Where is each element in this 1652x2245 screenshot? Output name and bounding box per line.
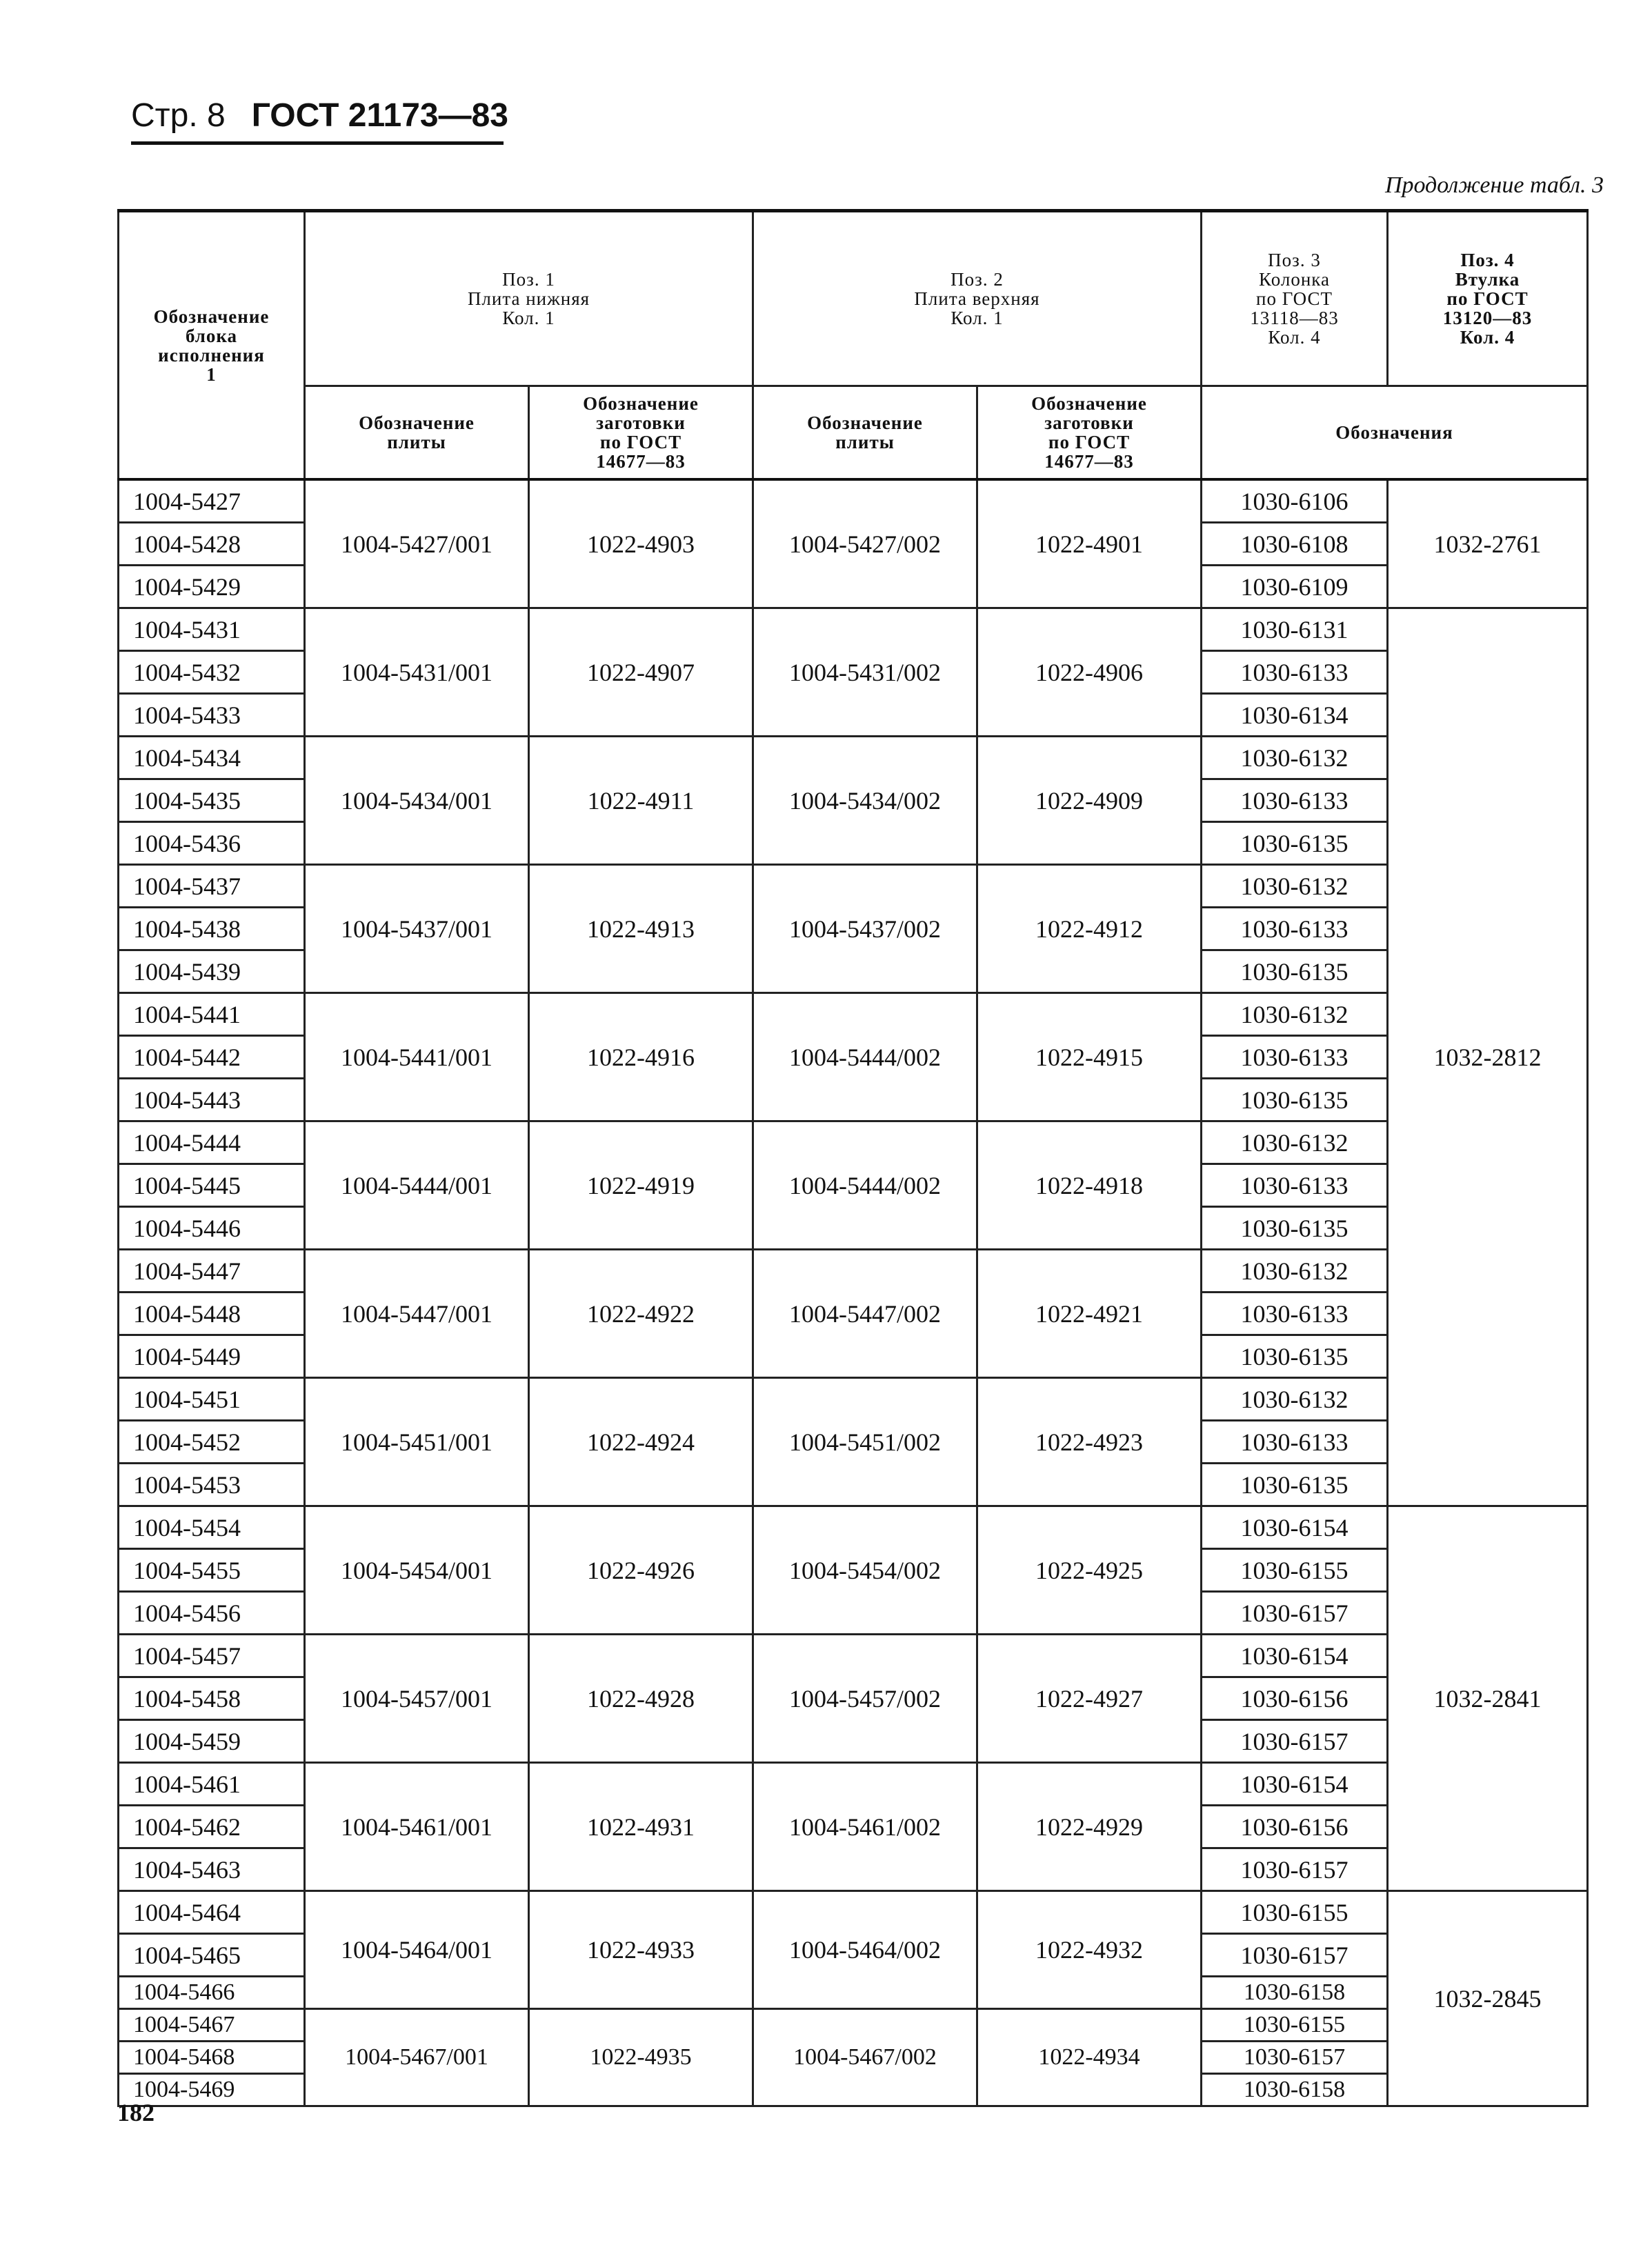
pos3-column: 1030-6132 bbox=[1202, 1250, 1388, 1293]
pos4-bushing: 1032-2761 bbox=[1388, 479, 1588, 608]
pos2-plate: 1004-5451/002 bbox=[753, 1378, 977, 1506]
pos2-blank: 1022-4901 bbox=[977, 479, 1202, 608]
pos3-column: 1030-6135 bbox=[1202, 1079, 1388, 1121]
pos2-plate: 1004-5444/002 bbox=[753, 993, 977, 1121]
block-designation: 1004-5431 bbox=[119, 608, 305, 651]
standard-code: ГОСТ 21173—83 bbox=[251, 97, 508, 134]
pos1-blank: 1022-4911 bbox=[529, 737, 753, 865]
pos1-plate: 1004-5464/001 bbox=[305, 1891, 529, 2009]
block-designation: 1004-5458 bbox=[119, 1677, 305, 1720]
pos2-blank: 1022-4925 bbox=[977, 1506, 1202, 1635]
pos3-column: 1030-6158 bbox=[1202, 2074, 1388, 2106]
pos1-plate: 1004-5437/001 bbox=[305, 865, 529, 993]
pos2-blank: 1022-4934 bbox=[977, 2009, 1202, 2106]
pos1-plate: 1004-5454/001 bbox=[305, 1506, 529, 1635]
pos2-plate: 1004-5447/002 bbox=[753, 1250, 977, 1378]
block-designation: 1004-5434 bbox=[119, 737, 305, 779]
col-pos3: Поз. 3 Колонка по ГОСТ 13118—83 Кол. 4 bbox=[1202, 211, 1388, 386]
table-row bbox=[119, 737, 1588, 779]
pos3-column: 1030-6134 bbox=[1202, 694, 1388, 737]
table-row bbox=[119, 1763, 1588, 1806]
col-pos2-plate: Обозначение плиты bbox=[753, 386, 977, 480]
pos2-plate: 1004-5437/002 bbox=[753, 865, 977, 993]
block-designation: 1004-5447 bbox=[119, 1250, 305, 1293]
pos2-blank: 1022-4918 bbox=[977, 1121, 1202, 1250]
pos2-plate: 1004-5454/002 bbox=[753, 1506, 977, 1635]
block-designation: 1004-5445 bbox=[119, 1164, 305, 1207]
pos2-plate: 1004-5464/002 bbox=[753, 1891, 977, 2009]
pos1-plate: 1004-5441/001 bbox=[305, 993, 529, 1121]
table-row bbox=[119, 2009, 1588, 2042]
table-row bbox=[119, 479, 1588, 523]
pos3-column: 1030-6133 bbox=[1202, 1293, 1388, 1335]
block-designation: 1004-5466 bbox=[119, 1977, 305, 2009]
block-designation: 1004-5448 bbox=[119, 1293, 305, 1335]
block-designation: 1004-5429 bbox=[119, 566, 305, 608]
pos3-column: 1030-6132 bbox=[1202, 865, 1388, 908]
block-designation: 1004-5436 bbox=[119, 822, 305, 865]
block-designation: 1004-5454 bbox=[119, 1506, 305, 1549]
pos2-blank: 1022-4929 bbox=[977, 1763, 1202, 1891]
block-designation: 1004-5428 bbox=[119, 523, 305, 566]
pos3-column: 1030-6157 bbox=[1202, 1848, 1388, 1891]
block-designation: 1004-5449 bbox=[119, 1335, 305, 1378]
pos1-plate: 1004-5427/001 bbox=[305, 479, 529, 608]
col-pos1-plate: Обозначение плиты bbox=[305, 386, 529, 480]
table-row bbox=[119, 1891, 1588, 1934]
pos1-plate: 1004-5451/001 bbox=[305, 1378, 529, 1506]
pos3-column: 1030-6154 bbox=[1202, 1506, 1388, 1549]
pos2-plate: 1004-5444/002 bbox=[753, 1121, 977, 1250]
table-row bbox=[119, 993, 1588, 1036]
pos3-column: 1030-6132 bbox=[1202, 1378, 1388, 1421]
table-row bbox=[119, 1250, 1588, 1293]
pos3-column: 1030-6108 bbox=[1202, 523, 1388, 566]
pos4-bushing: 1032-2812 bbox=[1388, 608, 1588, 1506]
block-designation: 1004-5443 bbox=[119, 1079, 305, 1121]
pos3-column: 1030-6157 bbox=[1202, 1934, 1388, 1977]
block-designation: 1004-5463 bbox=[119, 1848, 305, 1891]
table-caption: Продолжение табл. 3 bbox=[1384, 172, 1604, 198]
block-designation: 1004-5444 bbox=[119, 1121, 305, 1164]
block-designation: 1004-5469 bbox=[119, 2074, 305, 2106]
pos3-column: 1030-6106 bbox=[1202, 479, 1388, 523]
pos1-blank: 1022-4907 bbox=[529, 608, 753, 737]
block-designation: 1004-5433 bbox=[119, 694, 305, 737]
pos1-blank: 1022-4924 bbox=[529, 1378, 753, 1506]
pos3-column: 1030-6133 bbox=[1202, 908, 1388, 950]
pos1-blank: 1022-4916 bbox=[529, 993, 753, 1121]
block-designation: 1004-5432 bbox=[119, 651, 305, 694]
pos3-column: 1030-6132 bbox=[1202, 1121, 1388, 1164]
header-rule bbox=[131, 141, 504, 145]
pos3-column: 1030-6155 bbox=[1202, 1549, 1388, 1592]
pos4-bushing: 1032-2845 bbox=[1388, 1891, 1588, 2106]
block-designation: 1004-5441 bbox=[119, 993, 305, 1036]
pos1-plate: 1004-5457/001 bbox=[305, 1635, 529, 1763]
pos2-plate: 1004-5457/002 bbox=[753, 1635, 977, 1763]
block-designation: 1004-5438 bbox=[119, 908, 305, 950]
pos3-column: 1030-6135 bbox=[1202, 950, 1388, 993]
pos2-plate: 1004-5431/002 bbox=[753, 608, 977, 737]
pos2-plate: 1004-5434/002 bbox=[753, 737, 977, 865]
block-designation: 1004-5462 bbox=[119, 1806, 305, 1848]
pos3-column: 1030-6155 bbox=[1202, 2009, 1388, 2042]
pos3-column: 1030-6135 bbox=[1202, 1207, 1388, 1250]
table-row bbox=[119, 1121, 1588, 1164]
block-designation: 1004-5437 bbox=[119, 865, 305, 908]
col-pos2: Поз. 2 Плита верхняя Кол. 1 bbox=[753, 211, 1202, 386]
block-designation: 1004-5442 bbox=[119, 1036, 305, 1079]
pos1-plate: 1004-5467/001 bbox=[305, 2009, 529, 2106]
block-designation: 1004-5427 bbox=[119, 479, 305, 523]
pos3-column: 1030-6133 bbox=[1202, 651, 1388, 694]
page-number: 182 bbox=[117, 2099, 155, 2126]
block-designation: 1004-5457 bbox=[119, 1635, 305, 1677]
pos3-column: 1030-6131 bbox=[1202, 608, 1388, 651]
pos1-blank: 1022-4928 bbox=[529, 1635, 753, 1763]
page-label: Стр. 8 bbox=[131, 97, 226, 134]
pos3-column: 1030-6154 bbox=[1202, 1763, 1388, 1806]
spec-table bbox=[117, 209, 1589, 2107]
pos1-blank: 1022-4903 bbox=[529, 479, 753, 608]
pos2-blank: 1022-4921 bbox=[977, 1250, 1202, 1378]
pos1-blank: 1022-4926 bbox=[529, 1506, 753, 1635]
table-row bbox=[119, 1378, 1588, 1421]
pos3-column: 1030-6154 bbox=[1202, 1635, 1388, 1677]
pos4-bushing: 1032-2841 bbox=[1388, 1506, 1588, 1891]
pos1-plate: 1004-5431/001 bbox=[305, 608, 529, 737]
pos3-column: 1030-6133 bbox=[1202, 779, 1388, 822]
pos3-column: 1030-6155 bbox=[1202, 1891, 1388, 1934]
block-designation: 1004-5452 bbox=[119, 1421, 305, 1464]
col-block-designation: Обозначение блока исполнения 1 bbox=[119, 211, 305, 480]
pos3-column: 1030-6157 bbox=[1202, 1720, 1388, 1763]
block-designation: 1004-5461 bbox=[119, 1763, 305, 1806]
pos1-blank: 1022-4935 bbox=[529, 2009, 753, 2106]
block-designation: 1004-5456 bbox=[119, 1592, 305, 1635]
col-pos4: Поз. 4 Втулка по ГОСТ 13120—83 Кол. 4 bbox=[1388, 211, 1588, 386]
pos3-column: 1030-6133 bbox=[1202, 1036, 1388, 1079]
pos2-blank: 1022-4923 bbox=[977, 1378, 1202, 1506]
pos2-plate: 1004-5427/002 bbox=[753, 479, 977, 608]
pos1-plate: 1004-5447/001 bbox=[305, 1250, 529, 1378]
table-row bbox=[119, 608, 1588, 651]
pos3-column: 1030-6133 bbox=[1202, 1421, 1388, 1464]
pos2-blank: 1022-4915 bbox=[977, 993, 1202, 1121]
block-designation: 1004-5455 bbox=[119, 1549, 305, 1592]
pos2-blank: 1022-4906 bbox=[977, 608, 1202, 737]
pos3-column: 1030-6135 bbox=[1202, 822, 1388, 865]
pos1-blank: 1022-4919 bbox=[529, 1121, 753, 1250]
pos3-column: 1030-6132 bbox=[1202, 737, 1388, 779]
table-row bbox=[119, 1506, 1588, 1549]
block-designation: 1004-5468 bbox=[119, 2042, 305, 2074]
pos1-blank: 1022-4931 bbox=[529, 1763, 753, 1891]
pos1-blank: 1022-4933 bbox=[529, 1891, 753, 2009]
col-designations: Обозначения bbox=[1202, 386, 1588, 480]
block-designation: 1004-5435 bbox=[119, 779, 305, 822]
table-body bbox=[119, 479, 1588, 2106]
pos3-column: 1030-6157 bbox=[1202, 2042, 1388, 2074]
block-designation: 1004-5451 bbox=[119, 1378, 305, 1421]
pos1-plate: 1004-5434/001 bbox=[305, 737, 529, 865]
pos3-column: 1030-6156 bbox=[1202, 1806, 1388, 1848]
pos2-blank: 1022-4932 bbox=[977, 1891, 1202, 2009]
block-designation: 1004-5464 bbox=[119, 1891, 305, 1934]
pos3-column: 1030-6156 bbox=[1202, 1677, 1388, 1720]
pos3-column: 1030-6109 bbox=[1202, 566, 1388, 608]
pos2-blank: 1022-4909 bbox=[977, 737, 1202, 865]
pos1-blank: 1022-4913 bbox=[529, 865, 753, 993]
table-row bbox=[119, 865, 1588, 908]
pos2-plate: 1004-5467/002 bbox=[753, 2009, 977, 2106]
block-designation: 1004-5439 bbox=[119, 950, 305, 993]
col-pos1: Поз. 1 Плита нижняя Кол. 1 bbox=[305, 211, 753, 386]
pos1-blank: 1022-4922 bbox=[529, 1250, 753, 1378]
pos3-column: 1030-6157 bbox=[1202, 1592, 1388, 1635]
page-header bbox=[131, 97, 508, 134]
pos3-column: 1030-6158 bbox=[1202, 1977, 1388, 2009]
pos1-plate: 1004-5444/001 bbox=[305, 1121, 529, 1250]
pos2-plate: 1004-5461/002 bbox=[753, 1763, 977, 1891]
pos2-blank: 1022-4912 bbox=[977, 865, 1202, 993]
block-designation: 1004-5446 bbox=[119, 1207, 305, 1250]
pos3-column: 1030-6132 bbox=[1202, 993, 1388, 1036]
col-pos2-blank: Обозначение заготовки по ГОСТ 14677—83 bbox=[977, 386, 1202, 480]
col-pos1-blank: Обозначение заготовки по ГОСТ 14677—83 bbox=[529, 386, 753, 480]
pos3-column: 1030-6135 bbox=[1202, 1335, 1388, 1378]
table-row bbox=[119, 1635, 1588, 1677]
pos2-blank: 1022-4927 bbox=[977, 1635, 1202, 1763]
pos1-plate: 1004-5461/001 bbox=[305, 1763, 529, 1891]
block-designation: 1004-5467 bbox=[119, 2009, 305, 2042]
block-designation: 1004-5465 bbox=[119, 1934, 305, 1977]
pos3-column: 1030-6133 bbox=[1202, 1164, 1388, 1207]
pos3-column: 1030-6135 bbox=[1202, 1464, 1388, 1506]
block-designation: 1004-5459 bbox=[119, 1720, 305, 1763]
block-designation: 1004-5453 bbox=[119, 1464, 305, 1506]
